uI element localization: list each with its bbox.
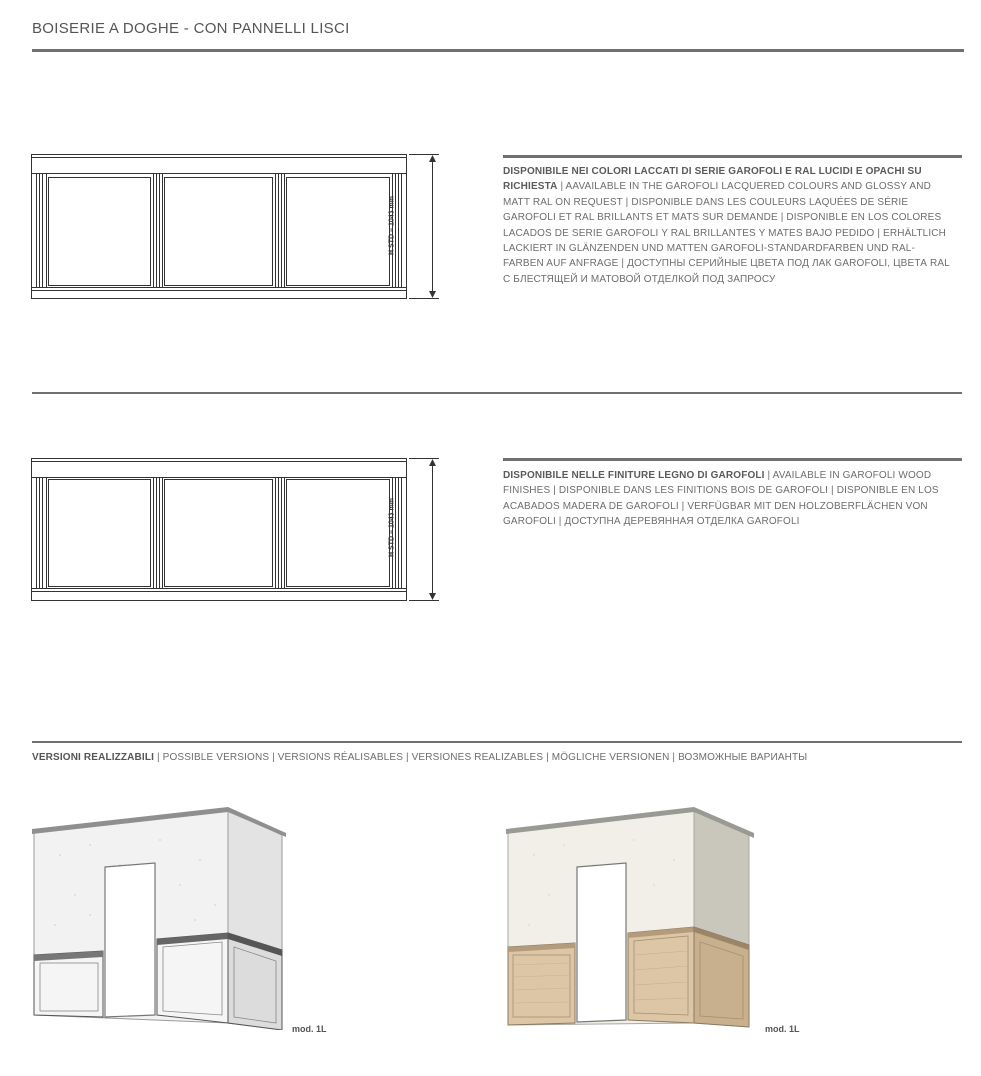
panel-1a [49, 178, 151, 286]
section1-description [503, 164, 955, 287]
panel-drawing-2 [30, 455, 442, 607]
render-right-label: mod. 1L [765, 1024, 800, 1034]
page-title: BOISERIE A DOGHE - CON PANNELLI LISCI [32, 20, 350, 37]
render-wood-corner [504, 805, 766, 1030]
section2-description-rest: | AVAILABLE IN GAROFOLI WOOD FINISHES | DISPONIBLE DANS LES FINITIONS BOIS DE GAROFOLI | DISPONIBLE EN LOS ACABADOS MADERA DE GAROFOLI | VERFÜGBAR MIT DEN HOLZOBERFLÄCHEN VON GAROFOLI | ДОСТУПНА ДЕРЕВЯННАЯ ОТДЕЛКА GAROFOLI [503, 470, 939, 528]
panel-2a [49, 480, 151, 587]
render-left-label: mod. 1L [292, 1024, 327, 1034]
section-divider [32, 392, 962, 394]
panel-1c [287, 178, 390, 286]
versions-rule [32, 741, 962, 743]
section2-description-bold: DISPONIBILE NELLE FINITURE LEGNO DI GAROFOLI [503, 470, 765, 481]
height-dimension-label-1: H STD = 1043 mm [388, 196, 396, 255]
panel-2c [287, 480, 390, 587]
header-rule [32, 49, 964, 52]
panel-body-2 [32, 478, 407, 601]
versions-heading [32, 752, 807, 763]
panel-drawing-1 [30, 150, 442, 302]
panel-body-1 [32, 174, 407, 299]
height-dimension-label-2: H STD = 1043 mm [388, 498, 396, 557]
section2-text-rule [503, 458, 962, 461]
versions-heading-rest: | POSSIBLE VERSIONS | VERSIONS RÉALISABLES | VERSIONES REALIZABLES | MÖGLICHE VERSIONEN | ВОЗМОЖНЫЕ ВАРИАНТЫ [156, 752, 808, 763]
section1-description-bold: DISPONIBILE NEI COLORI LACCATI DI SERIE GAROFOLI E RAL LUCIDI E OPACHI SU RICHIESTA [503, 166, 922, 193]
section2-description [503, 468, 955, 530]
versions-heading-bold: VERSIONI REALIZZABILI [32, 752, 155, 763]
render-lacquered-corner [30, 805, 292, 1030]
panel-2b [165, 480, 273, 587]
section1-description-rest: | AAVAILABLE IN THE GAROFOLI LACQUERED COLOURS AND GLOSSY AND MATT RAL ON REQUEST | DISPONIBLE DANS LES COULEURS LAQUÉES DE SÉRIE GAROFOLI ET RAL BRILLANTS ET MATS SUR DEMANDE | DISPONIBLE EN LOS COLORES LACADOS DE SERIE GAROFOLI Y RAL BRILLANTES Y MATES BAJO PEDIDO | ERHÄLTLICH LACKIERT IN GLÄNZENDEN UND MATTEN GAROFOLI-STANDARDFARBEN UND RAL-FARBEN AUF ANFRAGE | ДОСТУПНЫ СЕРИЙНЫЕ ЦВЕТА ПОД ЛАК GAROFOLI, ЦВЕТА RAL С БЛЕСТЯЩЕЙ И МАТОВОЙ ОТДЕЛКОЙ ПОД ЗАПРОСУ [503, 181, 950, 285]
panel-1b [165, 178, 273, 286]
section1-text-rule [503, 155, 962, 158]
